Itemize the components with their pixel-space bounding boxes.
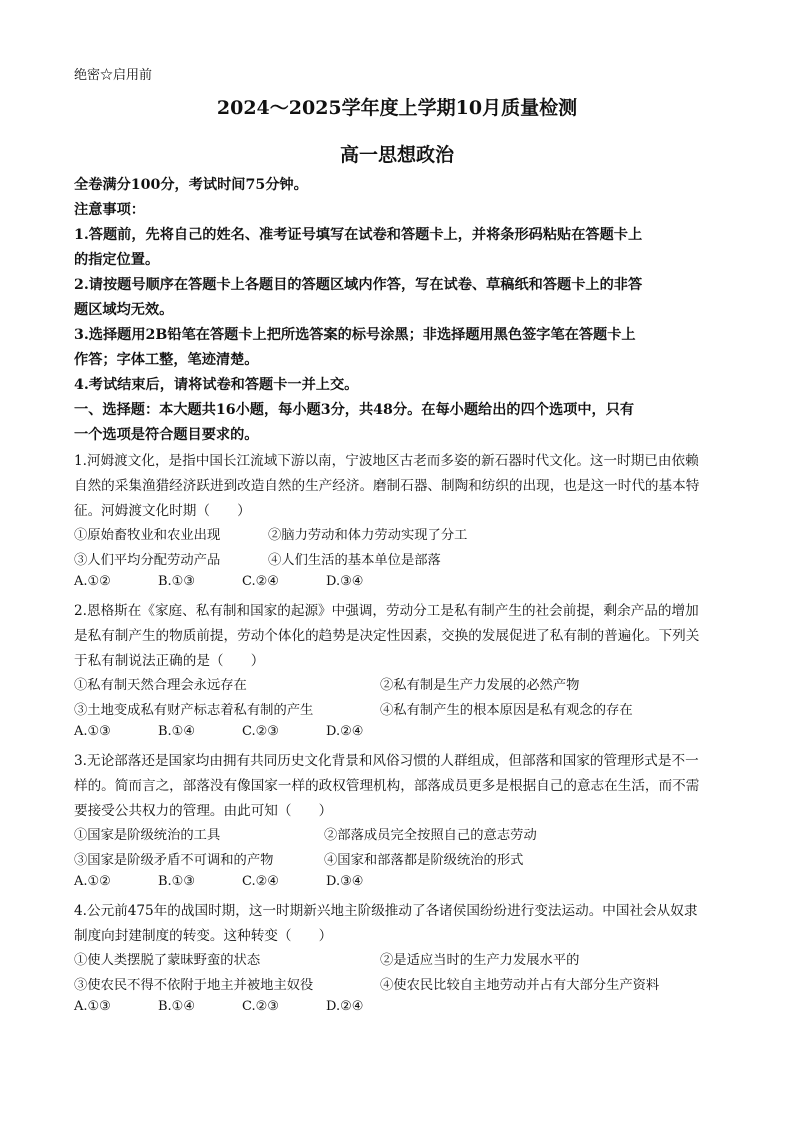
question-stem: 于私有制说法正确的是（ ） — [74, 653, 265, 669]
question-stem: 4.公元前475年的战国时期，这一时期新兴地主阶级推动了各诸侯国纷纷进行变法运动。中国社会从奴隶 — [74, 903, 698, 919]
answer-choice: B.①③ — [158, 874, 195, 889]
question-stem: 制度向封建制度的转变。这种转变（ ） — [74, 928, 333, 944]
note-line: 4.考试结束后，请将试卷和答题卡一并上交。 — [74, 377, 359, 393]
option: ①国家是阶级统治的工具 — [74, 828, 221, 843]
option: ②脑力劳动和体力劳动实现了分工 — [268, 528, 468, 543]
question-stem: 要接受公共权力的管理。由此可知（ ） — [74, 803, 333, 819]
question-stem: 1.河姆渡文化，是指中国长江流域下游以南，宁波地区古老而多姿的新石器时代文化。这一时期已由依赖 — [74, 453, 699, 469]
option: ②是适应当时的生产力发展水平的 — [380, 953, 580, 968]
option: ①使人类摆脱了蒙昧野蛮的状态 — [74, 953, 261, 968]
answer-choice: C.②④ — [242, 574, 279, 589]
answer-choice: B.①④ — [158, 724, 195, 739]
section-heading: 一个选项是符合题目要求的。 — [74, 427, 259, 443]
exam-subject: 高一思想政治 — [339, 144, 454, 166]
answer-choice: B.①③ — [158, 574, 195, 589]
answer-choice: C.②③ — [242, 724, 279, 739]
answer-choice: D.②④ — [326, 724, 364, 739]
note-line: 2.请按题号顺序在答题卡上各题目的答题区域内作答，写在试卷、草稿纸和答题卡上的非答 — [74, 277, 643, 293]
answer-choice: D.②④ — [326, 999, 364, 1014]
option: ①私有制天然合理会永远存在 — [74, 678, 247, 693]
exam-title: 2024～2025学年度上学期10月质量检测 — [216, 97, 578, 119]
answer-choices — [74, 999, 410, 1014]
question-stem: 自然的采集渔猎经济跃进到改造自然的生产经济。磨制石器、制陶和纺织的出现，也是这一时代的基本特 — [74, 478, 700, 494]
answer-choice: A.①③ — [74, 999, 111, 1014]
question-stem: 样的。简而言之，部落没有像国家一样的政权管理机构，部落成员更多是根据自己的意志在生活，而不需 — [74, 778, 700, 794]
answer-choice: C.②③ — [242, 999, 279, 1014]
question-stem: 3.无论部落还是国家均由拥有共同历史文化背景和风俗习惯的人群组成，但部落和国家的管理形式是不一 — [74, 753, 699, 769]
answer-choices — [74, 724, 410, 739]
question-stem: 2.恩格斯在《家庭、私有制和国家的起源》中强调，劳动分工是私有制产生的社会前提，剩余产品的增加 — [74, 603, 699, 619]
answer-choices — [74, 574, 410, 589]
option: ④国家和部落都是阶级统治的形式 — [324, 853, 524, 868]
note-line: 3.选择题用2B铅笔在答题卡上把所选答案的标号涂黑；非选择题用黑色签字笔在答题卡上 — [74, 327, 636, 343]
answer-choices — [74, 874, 410, 889]
question-stem: 是私有制产生的物质前提，劳动个体化的趋势是决定性因素，交换的发展促进了私有制的普遍化。下列关 — [74, 628, 700, 644]
section-heading: 一、选择题：本大题共16小题，每小题3分，共48分。在每小题给出的四个选项中，只有 — [74, 402, 635, 418]
note-line: 1.答题前，先将自己的姓名、准考证号填写在试卷和答题卡上，并将条形码粘贴在答题卡上 — [74, 227, 643, 243]
answer-choice: D.③④ — [326, 874, 364, 889]
answer-choice: C.②④ — [242, 874, 279, 889]
option: ③土地变成私有财产标志着私有制的产生 — [74, 703, 314, 718]
option: ②部落成员完全按照自己的意志劳动 — [324, 828, 537, 843]
score-line: 全卷满分100分，考试时间75分钟。 — [74, 177, 308, 193]
question-stem: 征。河姆渡文化时期（ ） — [74, 503, 251, 519]
option: ④使农民比较自主地劳动并占有大部分生产资料 — [380, 978, 660, 993]
confidential-mark: 绝密☆启用前 — [74, 68, 153, 83]
answer-choice: A.①③ — [74, 724, 111, 739]
answer-choice: A.①② — [74, 574, 111, 589]
option: ③使农民不得不依附于地主并被地主奴役 — [74, 978, 314, 993]
answer-choice: A.①② — [74, 874, 111, 889]
option: ③人们平均分配劳动产品 — [74, 553, 221, 568]
note-line: 题区域均无效。 — [74, 302, 174, 318]
note-line: 作答；字体工整，笔迹清楚。 — [74, 352, 259, 368]
option: ④人们生活的基本单位是部落 — [268, 553, 441, 568]
option: ②私有制是生产力发展的必然产物 — [380, 678, 580, 693]
option: ③国家是阶级矛盾不可调和的产物 — [74, 853, 274, 868]
notes-heading: 注意事项： — [74, 202, 145, 218]
option: ①原始畜牧业和农业出现 — [74, 528, 221, 543]
note-line: 的指定位置。 — [74, 252, 160, 268]
answer-choice: B.①④ — [158, 999, 195, 1014]
option: ④私有制产生的根本原因是私有观念的存在 — [380, 703, 633, 718]
answer-choice: D.③④ — [326, 574, 364, 589]
